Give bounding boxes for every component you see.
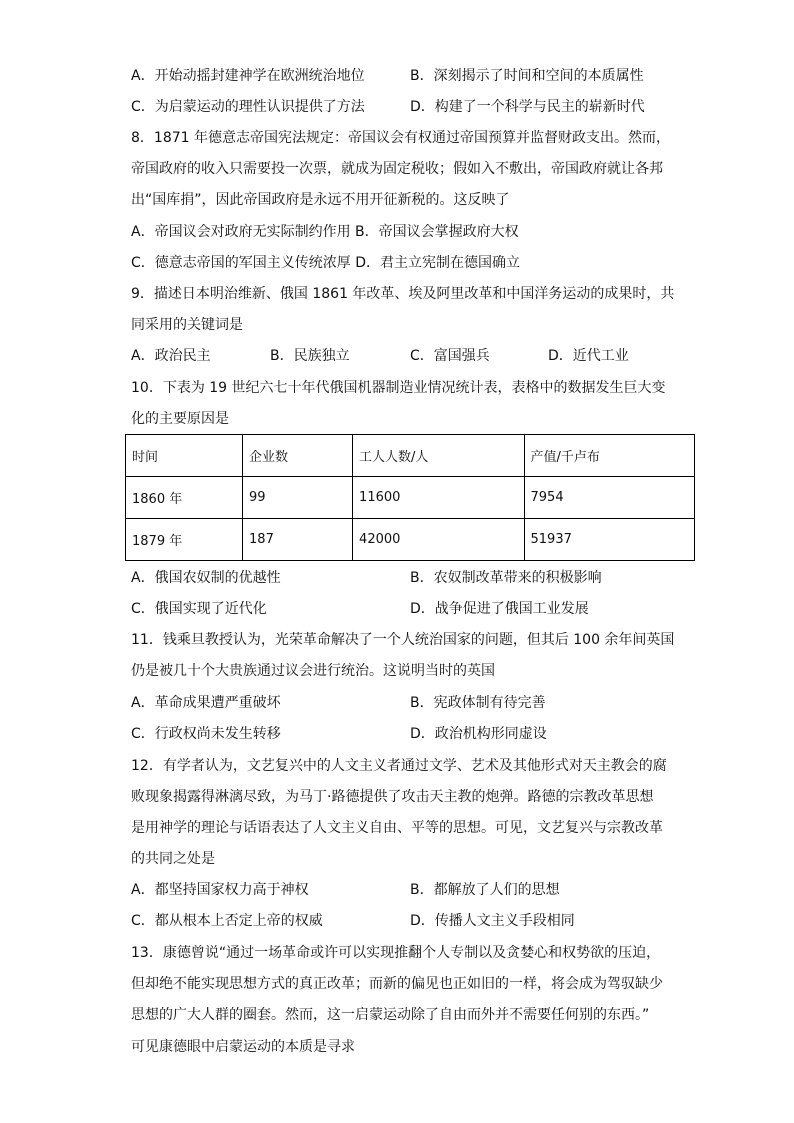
q11-option-d: D．政治机构形同虚设: [410, 726, 547, 742]
q10-stem-line: 10．下表为 19 世纪六七十年代俄国机器制造业情况统计表，表格中的数据发生巨大变: [131, 380, 666, 396]
q13-stem-line: 但却绝不能实现思想方式的真正改革；而新的偏见也正如旧的一样，将会成为驾驭缺少: [131, 976, 663, 992]
statistics-table: [125, 434, 695, 561]
table-cell: 51937: [524, 519, 695, 561]
q11-option-c: C．行政权尚未发生转移: [131, 726, 281, 742]
q8-stem-line: 出“国库捐”，因此帝国政府是永远不用开征新税的。这反映了: [131, 192, 510, 208]
q12-stem-line: 是用神学的理论与话语表达了人文主义自由、平等的思想。可见，文艺复兴与宗教改革: [131, 820, 663, 836]
table-header-cell: 时间: [126, 435, 243, 477]
q8-option-ab: A．帝国议会对政府无实际制约作用 B．帝国议会掌握政府大权: [131, 224, 519, 240]
q13-stem-line: 可见康德眼中启蒙运动的本质是寻求: [131, 1039, 355, 1055]
q9-option-a: A．政治民主: [131, 348, 211, 364]
table-cell: 42000: [353, 519, 524, 561]
q11-stem-line: 11．钱乘旦教授认为，光荣革命解决了一个人统治国家的问题，但其后 100 余年间英国: [131, 632, 675, 648]
table-header-cell: 企业数: [243, 435, 353, 477]
q10-stem-line: 化的主要原因是: [131, 411, 229, 427]
q11-option-a: A．革命成果遭严重破坏: [131, 695, 281, 711]
q8-stem-line: 帝国政府的收入只需要投一次票，就成为固定税收；假如入不敷出，帝国政府就让各邦: [131, 161, 663, 177]
q13-stem-line: 思想的广大人群的圈套。然而，这一启蒙运动除了自由而外并不需要任何别的东西。”: [131, 1007, 650, 1023]
q12-stem-line: 12．有学者认为，文艺复兴中的人文主义者通过文学、艺术及其他形式对天主教会的腐: [131, 758, 667, 774]
q9-stem-line: 同采用的关键词是: [131, 317, 243, 333]
table-header-cell: 工人人数/人: [353, 435, 524, 477]
q10-option-a: A．俄国农奴制的优越性: [131, 570, 281, 586]
table-cell: 7954: [524, 477, 695, 519]
q12-option-b: B．都解放了人们的思想: [410, 882, 560, 898]
q9-stem-line: 9．描述日本明治维新、俄国 1861 年改革、埃及阿里改革和中国洋务运动的成果时，共: [131, 286, 675, 302]
table-cell: 187: [243, 519, 353, 561]
q7-option-d: D．构建了一个科学与民主的崭新时代: [410, 99, 645, 115]
q12-option-c: C．都从根本上否定上帝的权威: [131, 913, 323, 929]
q10-option-b: B．农奴制改革带来的积极影响: [410, 570, 602, 586]
q8-stem-line: 8．1871 年德意志帝国宪法规定：帝国议会有权通过帝国预算并监督财政支出。然而，: [131, 130, 670, 146]
table-cell: 99: [243, 477, 353, 519]
q12-stem-line: 败现象揭露得淋漓尽致，为马丁·路德提供了攻击天主教的炮弹。路德的宗教改革思想: [131, 789, 654, 805]
q7-option-b: B．深刻揭示了时间和空间的本质属性: [410, 68, 644, 84]
q7-option-a: A．开始动摇封建神学在欧洲统治地位: [131, 68, 365, 84]
q8-option-cd: C．德意志帝国的军国主义传统浓厚 D．君主立宪制在德国确立: [131, 255, 521, 271]
table-header-row: [126, 435, 695, 477]
table-row: [126, 519, 695, 561]
q9-option-b: B．民族独立: [270, 348, 350, 364]
q11-option-b: B．宪政体制有待完善: [410, 695, 546, 711]
table-header-cell: 产值/千卢布: [524, 435, 695, 477]
q10-option-d: D．战争促进了俄国工业发展: [410, 601, 589, 617]
table-cell: 1860 年: [126, 477, 243, 519]
q11-stem-line: 仍是被几十个大贵族通过议会进行统治。这说明当时的英国: [131, 663, 495, 679]
q7-option-c: C．为启蒙运动的理性认识提供了方法: [131, 99, 365, 115]
table-row: [126, 477, 695, 519]
q12-option-a: A．都坚持国家权力高于神权: [131, 882, 309, 898]
q10-option-c: C．俄国实现了近代化: [131, 601, 267, 617]
q13-stem-line: 13．康德曾说“通过一场革命或许可以实现推翻个人专制以及贪婪心和权势欲的压迫，: [131, 945, 661, 961]
q9-option-d: D．近代工业: [548, 348, 629, 364]
q12-stem-line: 的共同之处是: [131, 851, 215, 867]
table-cell: 1879 年: [126, 519, 243, 561]
table-cell: 11600: [353, 477, 524, 519]
q9-option-c: C．富国强兵: [410, 348, 490, 364]
q12-option-d: D．传播人文主义手段相同: [410, 913, 575, 929]
